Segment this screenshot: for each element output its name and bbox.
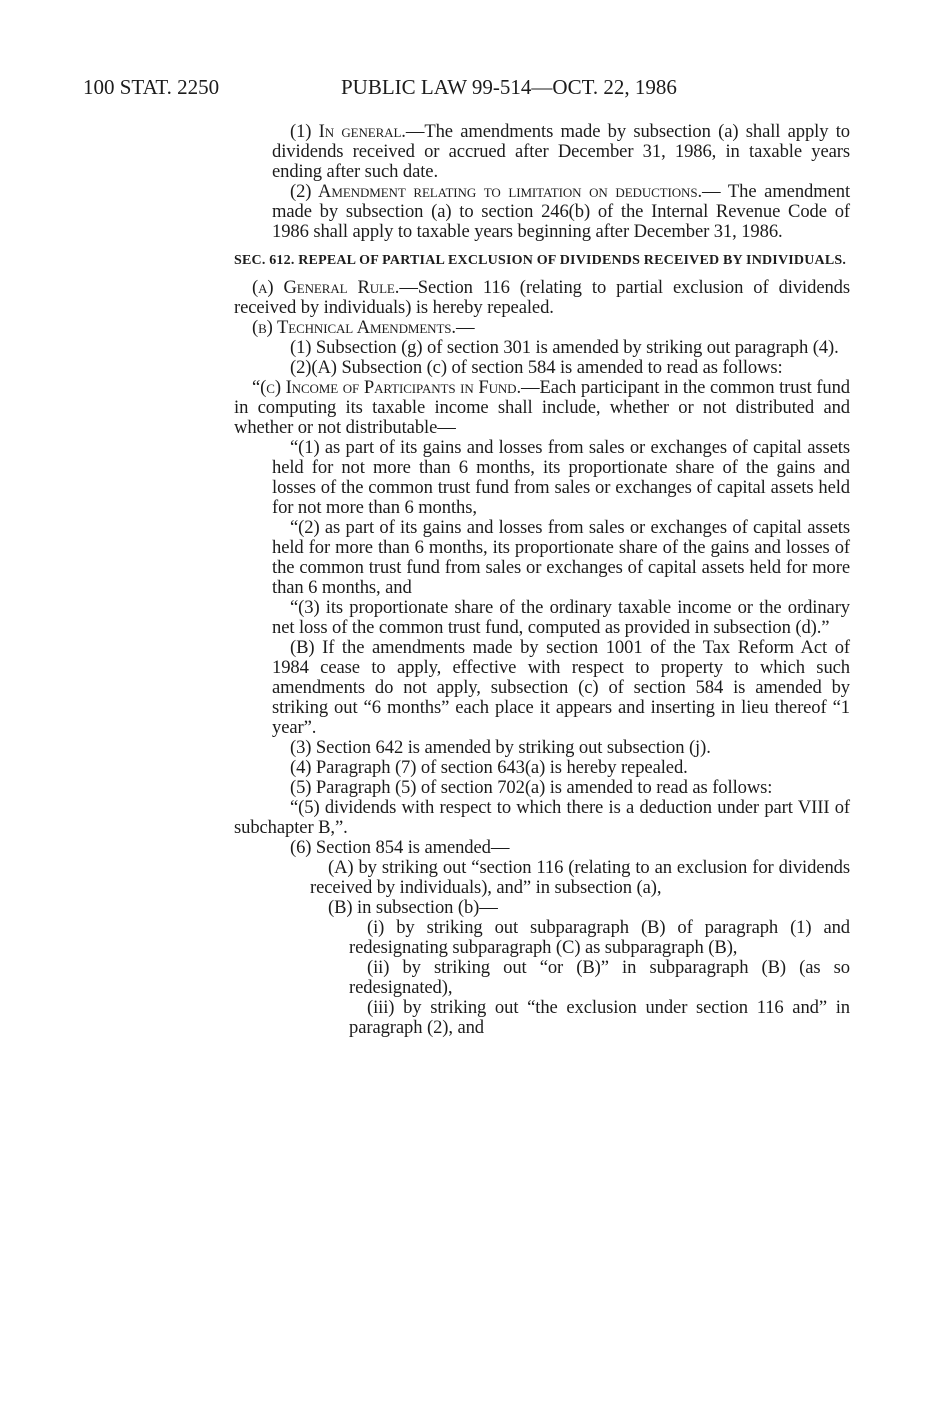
paragraph-text: —The amendments made by subsection (a) shall apply to dividends received or accrued after December 31, 1986, in taxable years ending after such date. — [272, 121, 850, 182]
quoted-paragraph-1: “(1) as part of its gains and losses from sales or exchanges of capital assets held for not more than 6 months, its proportionate share of the gains and losses of the common trust fund from sales or exchanges of capital assets held for not more than 6 months, — [272, 437, 850, 518]
subsection-text: — — [455, 317, 475, 338]
clause-b6biii: (iii) by striking out “the exclusion under section 116 and” in paragraph (2), and — [349, 997, 850, 1038]
paragraph-b1: (1) Subsection (g) of section 301 is amended by striking out paragraph (4). — [290, 337, 839, 358]
paragraph-b2a: (2)(A) Subsection (c) of section 584 is amended to read as follows: — [290, 357, 783, 378]
quoted-text: —Each participant in the common trust fund in computing its taxable income shall include, whether or not distributed and whether or not distributable— — [234, 377, 850, 438]
public-law-citation: PUBLIC LAW 99-514—OCT. 22, 1986 — [341, 75, 677, 99]
paragraph-b5: (5) Paragraph (5) of section 702(a) is amended to read as follows: — [290, 777, 773, 798]
paragraph-1-in-general — [234, 122, 850, 182]
quoted-paragraph-3: “(3) its proportionate share of the ordinary taxable income or the ordinary net loss of the common trust fund, computed as provided in subsection (d).” — [272, 597, 850, 638]
subparagraph-b6a: (A) by striking out “section 116 (relating to an exclusion for dividends received by individuals), and” in subsection (a), — [310, 857, 850, 898]
quoted-paragraph-5: “(5) dividends with respect to which there is a deduction under part VIII of subchapter B,”. — [234, 797, 850, 838]
paragraph-b4: (4) Paragraph (7) of section 643(a) is hereby repealed. — [290, 757, 688, 778]
section-heading: SEC. 612. REPEAL OF PARTIAL EXCLUSION OF DIVIDENDS RECEIVED BY INDIVIDUALS. — [234, 253, 847, 268]
paragraph-heading: (1) In general. — [290, 121, 406, 142]
quoted-paragraph-2: “(2) as part of its gains and losses from sales or exchanges of capital assets held for more than 6 months, its proportionate share of the gains and losses of the common trust fund from sales or exchanges of capital assets held for more than 6 months, and — [272, 517, 850, 598]
subsection-b — [234, 318, 850, 338]
subsection-heading: (b) Technical Amendments. — [252, 317, 456, 338]
paragraph-b6: (6) Section 854 is amended— — [290, 837, 510, 858]
quoted-heading: “(c) Income of Participants in Fund. — [252, 377, 521, 398]
clause-b6bii: (ii) by striking out “or (B)” in subparagraph (B) (as so redesignated), — [349, 957, 850, 998]
subsection-a — [234, 278, 850, 318]
statute-page-number: 100 STAT. 2250 — [83, 75, 220, 99]
quoted-subsection-c — [234, 378, 850, 438]
paragraph-b3: (3) Section 642 is amended by striking out subsection (j). — [290, 737, 711, 758]
clause-b6bi: (i) by striking out subparagraph (B) of paragraph (1) and redesignating subparagraph (C) as subparagraph (B), — [349, 917, 850, 958]
paragraph-b2b: (B) If the amendments made by section 1001 of the Tax Reform Act of 1984 cease to apply, effective with respect to property to which such amendments do not apply, subsection (c) of section 584 is amended by striking out “6 months” each place it appears and inserting in lieu thereof “1 year”. — [272, 637, 850, 738]
paragraph-text: — The amendment made by subsection (a) to section 246(b) of the Internal Revenue Code of 1986 shall apply to taxable years beginning after December 31, 1986. — [272, 181, 851, 242]
subparagraph-b6b: (B) in subsection (b)— — [328, 897, 498, 918]
paragraph-heading: (2) Amendment relating to limitation on deductions. — [290, 181, 703, 202]
paragraph-2-amendment — [234, 182, 850, 242]
subsection-heading: (a) General Rule. — [252, 277, 400, 298]
subsection-text: —Section 116 (relating to partial exclusion of dividends received by individuals) is hereby repealed. — [234, 277, 851, 318]
document-body — [234, 122, 850, 1038]
